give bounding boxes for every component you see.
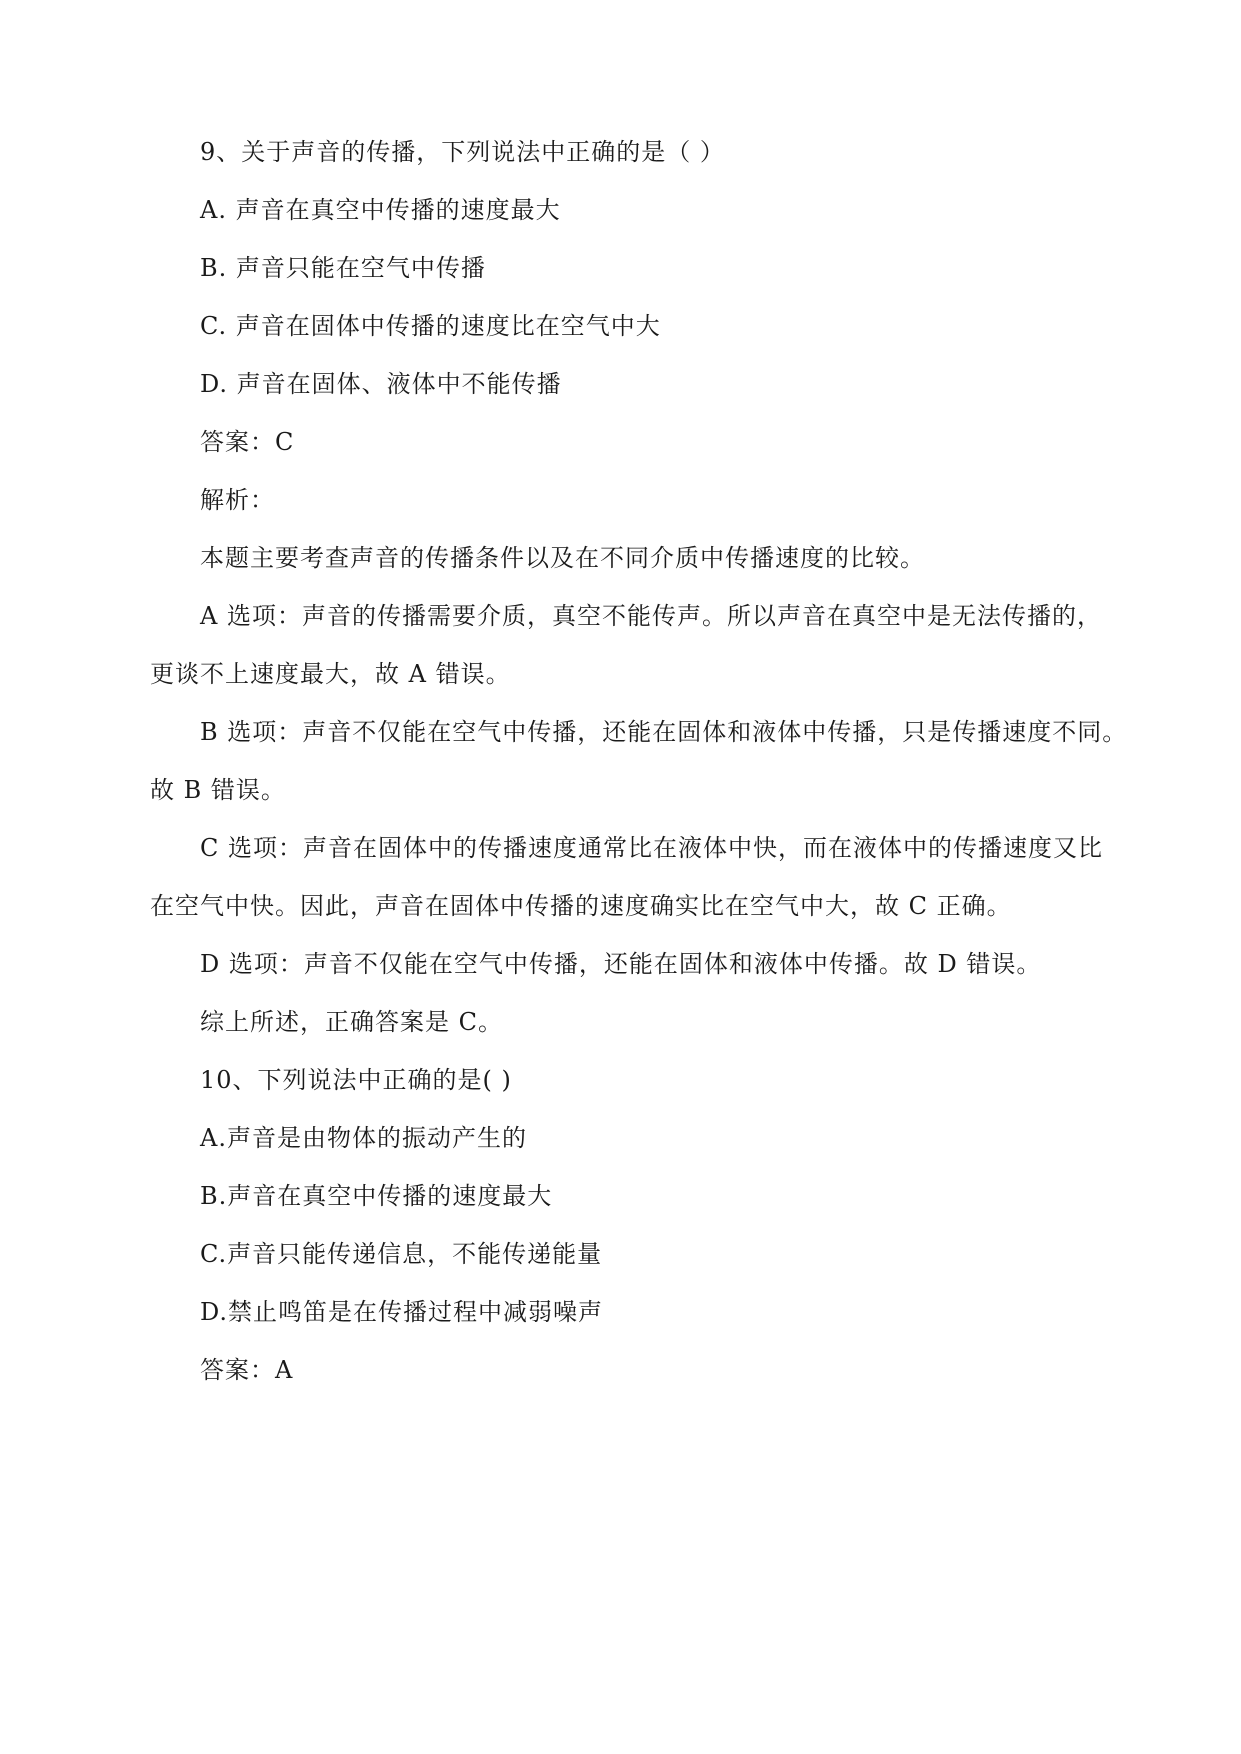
q9-analysis-c-line1: C 选项：声音在固体中的传播速度通常比在液体中快，而在液体中的传播速度又比 <box>200 834 1103 862</box>
q9-analysis-d-line1: D 选项：声音不仅能在空气中传播，还能在固体和液体中传播。故 D 错误。 <box>200 950 1042 978</box>
q9-analysis-a-line1: A 选项：声音的传播需要介质，真空不能传声。所以声音在真空中是无法传播的， <box>200 602 1102 630</box>
q10-option-c: C.声音只能传递信息，不能传递能量 <box>200 1240 603 1268</box>
q9-analysis-b-line2: 故 B 错误。 <box>150 776 286 804</box>
q10-option-b: B.声音在真空中传播的速度最大 <box>200 1182 553 1210</box>
q9-option-a: A. 声音在真空中传播的速度最大 <box>200 196 561 224</box>
q9-analysis-summary: 综上所述，正确答案是 C。 <box>200 1008 503 1036</box>
q10-answer: 答案：A <box>200 1356 294 1384</box>
q10-option-a: A.声音是由物体的振动产生的 <box>200 1124 527 1152</box>
q10-question: 10、下列说法中正确的是( ) <box>200 1066 512 1094</box>
q9-analysis-b-line1: B 选项：声音不仅能在空气中传播，还能在固体和液体中传播，只是传播速度不同。 <box>200 718 1128 746</box>
q9-option-b: B. 声音只能在空气中传播 <box>200 254 486 282</box>
q9-question: 9、关于声音的传播，下列说法中正确的是（ ） <box>200 138 725 166</box>
q10-option-d: D.禁止鸣笛是在传播过程中减弱噪声 <box>200 1298 604 1326</box>
q9-analysis-intro: 本题主要考查声音的传播条件以及在不同介质中传播速度的比较。 <box>200 544 925 572</box>
q9-analysis-c-line2: 在空气中快。因此，声音在固体中传播的速度确实比在空气中大，故 C 正确。 <box>150 892 1012 920</box>
q9-option-c: C. 声音在固体中传播的速度比在空气中大 <box>200 312 661 340</box>
q9-option-d: D. 声音在固体、液体中不能传播 <box>200 370 562 398</box>
q9-analysis-a-line2: 更谈不上速度最大，故 A 错误。 <box>150 660 511 688</box>
q9-answer: 答案：C <box>200 428 295 456</box>
q9-analysis-label: 解析： <box>200 486 275 514</box>
